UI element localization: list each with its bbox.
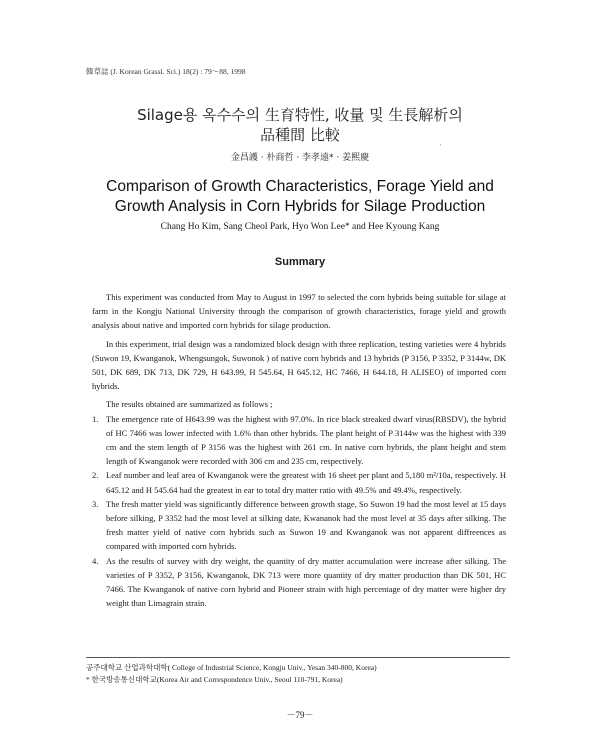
korean-title-line-2: 品種間 比較: [260, 126, 340, 144]
summary-paragraph: The results obtained are summarized as follows ;: [106, 399, 273, 410]
footnote-affiliation-1: 공주대학교 산업과학대학( College of Industrial Science, Kongju Univ., Yesan 340-800, Korea): [86, 663, 377, 672]
page-number: －79－: [286, 710, 314, 720]
korean-authors: 金昌護 · 朴商哲 · 李孝遠* · 姜熙慶: [230, 153, 370, 163]
summary-body: [92, 290, 506, 610]
summary-paragraph: In this experiment, trial design was a randomized block design with three replication, testing varieties were 4 hybrids (Suwon 19, Kwanganok, Whengsungok, Suwonok ) of native corn hybrids and 13 hybrids (P 3156, P 3352, P 3144w, DK 501, DK 689, DK 713, DK 729, H 643.99, H 545.64, H 645.12, HC 7466, H 644.18, H ALISEO) of imported corn hybrids.: [92, 338, 506, 392]
korean-title-line-1: Silage용 옥수수의 生育特性, 收量 및 生長解析의: [137, 106, 463, 124]
result-text: Leaf number and leaf area of Kwanganok were the greatest with 16 sheet per plant and 5,180 m²/10a, respectively. H 645.12 and H 545.64 had the greatest in ear to total dry matter ratio with 49.5% and 49.4%, respectively.: [106, 470, 506, 495]
result-text: The fresh matter yield was significantly difference between growth stage, So Suwon 19 had the most level at 15 days before silking, P 3352 had the most level at silking date, Kwananok had the most level at 35 days after silking. The fresh matter yield of native corn hybrids such as Suwon 19 and Kwanganok was not apparent diffreences as compared with imported corn hybrids.: [106, 498, 506, 552]
results-list: [92, 412, 506, 611]
result-text: The emergence rate of H643.99 was the highest with 97.0%. In rice black streaked dwarf virus(RBSDV), the hybrid of HC 7466 was lower infected with 1.6% than other hybrids. The plant height of P 3144w was the highest with 339 cm and the stem length of P 3156 was the highest with 261 cm. In native corn hybrids, the plant height and stem length of Kwanganok were recorded with 306 cm and 235 cm, respectively.: [106, 413, 506, 467]
summary-heading: Summary: [274, 256, 326, 268]
summary-paragraph: This experiment was conducted from May to August in 1997 to selected the corn hybrids being suitable for silage at farm in the Kongju National University through the comparison of growth characteristics, forage yield and growth analysis about native and imported corn hybrids for silage production.: [92, 292, 506, 331]
result-number: 3.: [92, 498, 99, 509]
journal-citation: 韓草誌 (J. Korean Grassl. Sci.) 18(2) : 79～88, 1998: [86, 67, 246, 76]
result-number: 2.: [92, 470, 99, 481]
english-title-line-1: Comparison of Growth Characteristics, Forage Yield and: [106, 178, 494, 195]
result-item: [92, 554, 506, 611]
result-text: As the results of survey with dry weight, the quantity of dry matter accumulation were increase after silking. The varieties of P 3352, P 3156, Kwanganok, DK 713 were more quantity of dry matter production than DK 501, HC 7466. The Kwanganok of native corn hybrid and Pioneer strain with high percentage of dry matter were higher dry weight than Limagrain strain.: [106, 555, 506, 609]
result-number: 4.: [92, 555, 99, 566]
stray-mark: ': [440, 144, 442, 150]
result-item: [92, 412, 506, 469]
result-item: [92, 468, 506, 496]
result-item: [92, 497, 506, 554]
footnote-affiliation-2: * 한국방송통신대학교(Korea Air and Correspondence Univ., Seoul 110-791, Korea): [86, 675, 343, 684]
footnote-divider: [86, 657, 510, 658]
english-title-line-2: Growth Analysis in Corn Hybrids for Silage Production: [114, 198, 486, 215]
result-number: 1.: [92, 413, 99, 424]
english-authors: Chang Ho Kim, Sang Cheol Park, Hyo Won Lee* and Hee Kyoung Kang: [160, 222, 440, 232]
